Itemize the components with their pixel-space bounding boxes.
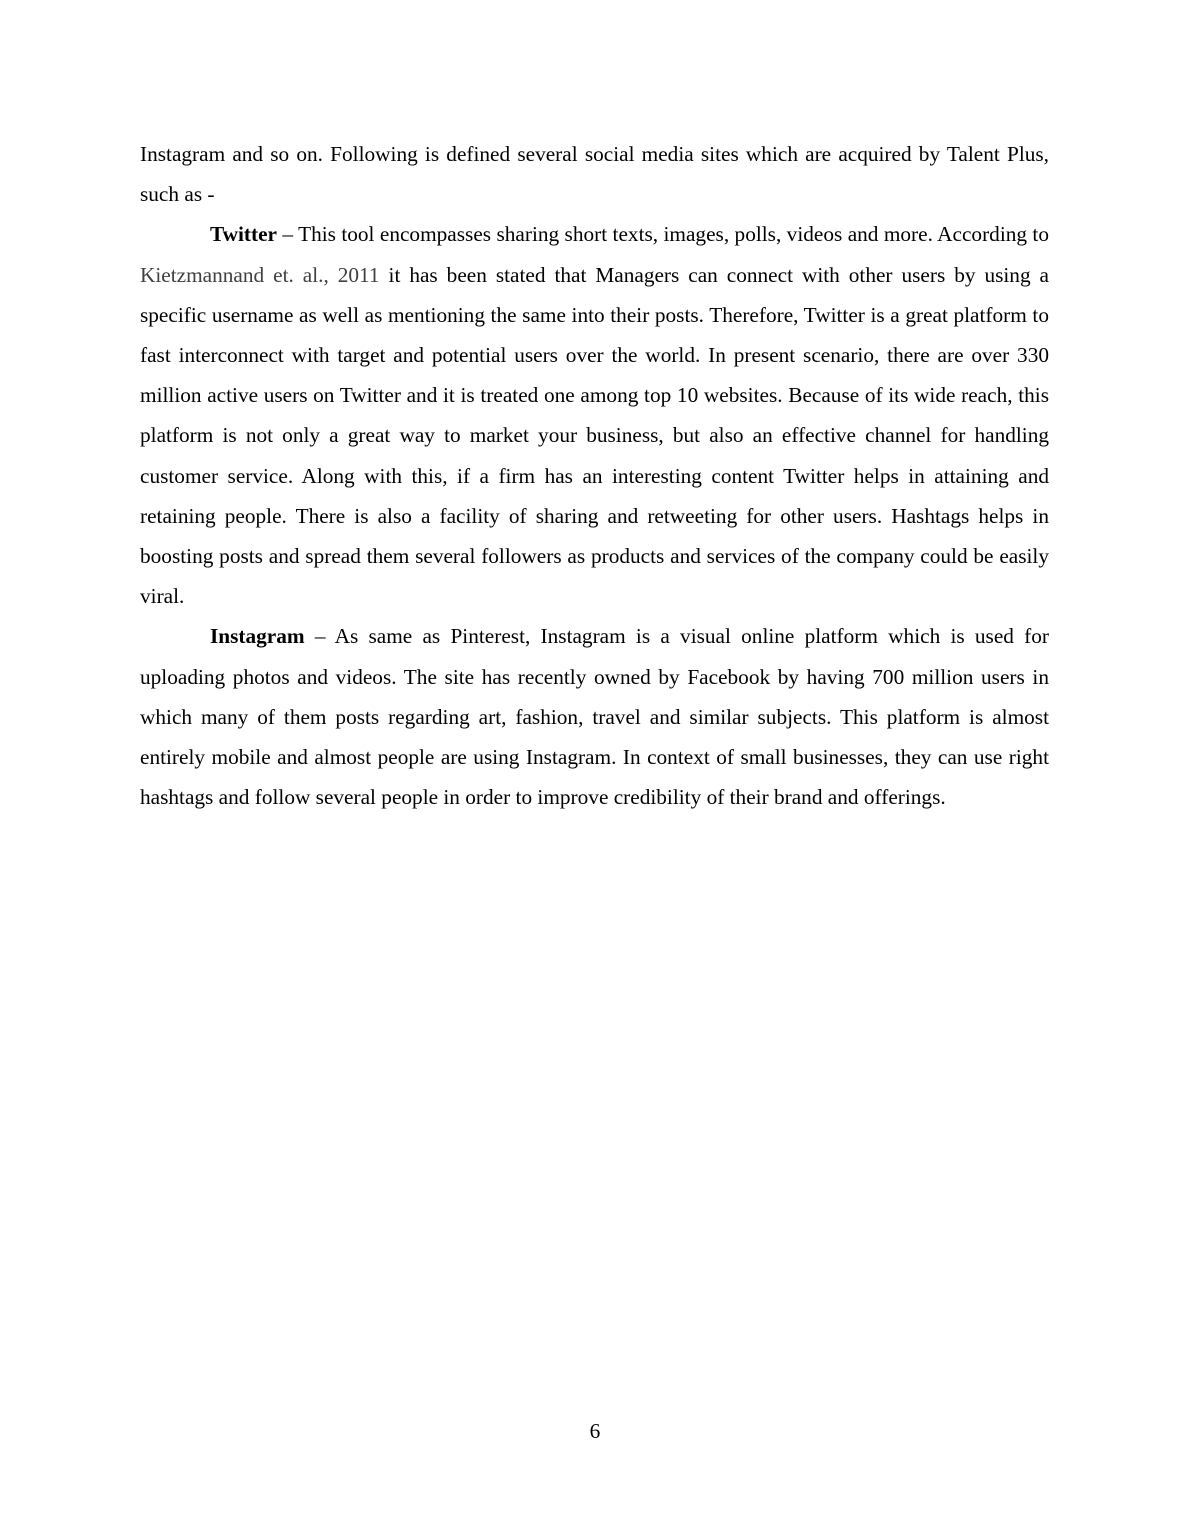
twitter-text-after-citation: it has been stated that Managers can connect with other users by using a specific username as well as mentioning the same into their posts. Therefore, Twitter is a great platform to fast interconnect with target and potential users over the world. In present scenario, there are over 330 million active users on Twitter and it is treated one among top 10 websites. Because of its wide reach, this platform is not only a great way to market your business, but also an effective channel for handling customer service. Along with this, if a firm has an interesting content Twitter helps in attaining and retaining people. There is also a facility of sharing and retweeting for other users. Hashtags helps in boosting posts and spread them several followers as products and services of the company could be easily viral. [140, 262, 1050, 609]
instagram-paragraph [140, 616, 1049, 817]
twitter-term: Twitter [210, 222, 278, 247]
instagram-term: Instagram [210, 624, 305, 649]
page-number: 6 [589, 1419, 601, 1443]
twitter-paragraph [140, 214, 1049, 616]
document-body [140, 134, 1049, 817]
intro-paragraph: Instagram and so on. Following is defined several social media sites which are acquired by Talent Plus, such as - [140, 142, 1049, 207]
twitter-citation: Kietzmannand et. al., 2011 [140, 262, 380, 287]
instagram-text: – As same as Pinterest, Instagram is a visual online platform which is used for uploading photos and videos. The site has recently owned by Facebook by having 700 million users in which many of them posts regarding art, fashion, travel and similar subjects. This platform is almost entirely mobile and almost people are using Instagram. In context of small businesses, they can use right hashtags and follow several people in order to improve credibility of their brand and offerings. [140, 624, 1049, 810]
twitter-text-before-citation: – This tool encompasses sharing short texts, images, polls, videos and more. According to [277, 222, 1049, 247]
